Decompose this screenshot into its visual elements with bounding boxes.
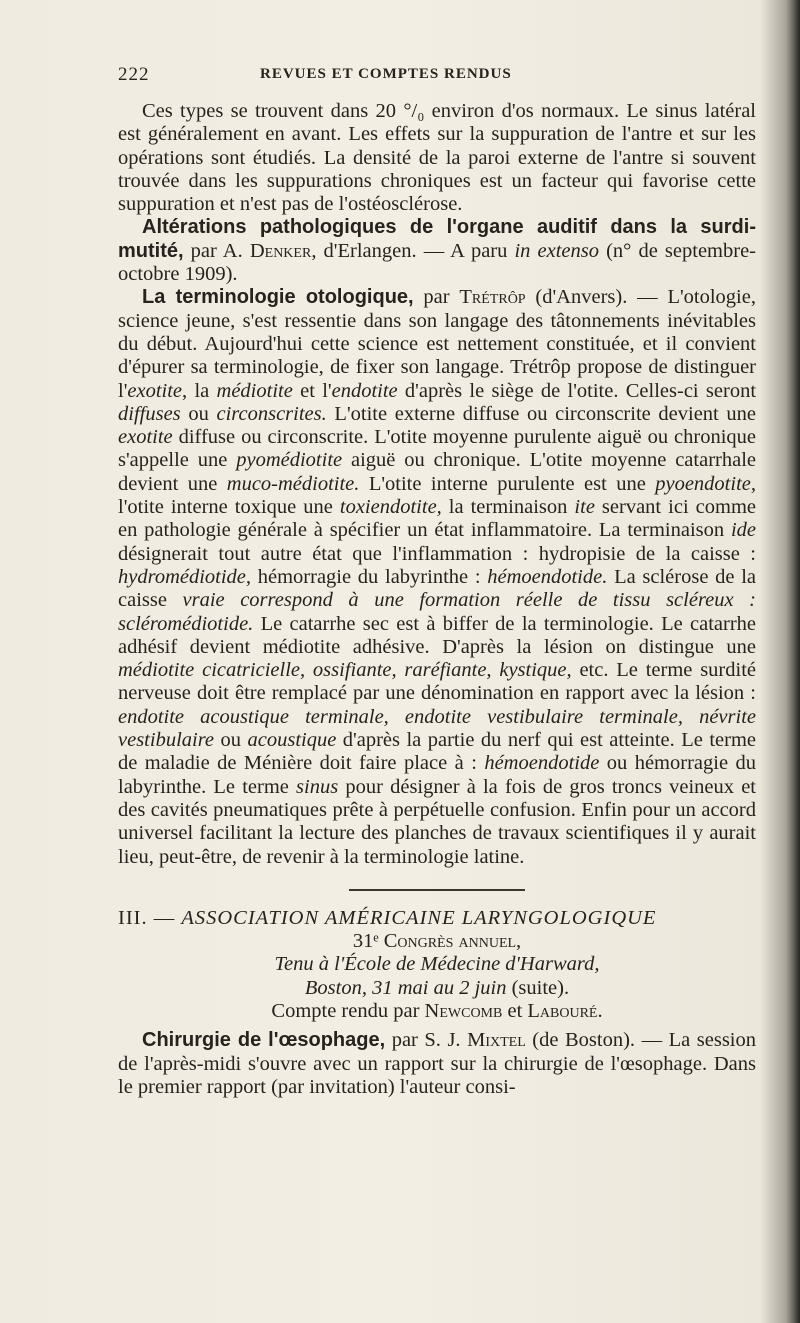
author-name: Newcomb — [424, 999, 503, 1022]
venue-line: Tenu à l'École de Médecine d'Harward, — [274, 953, 600, 976]
page-number: 222 — [118, 64, 150, 85]
running-title: REVUES ET COMPTES RENDUS — [260, 66, 512, 82]
author-name: Mixtel — [467, 1029, 526, 1052]
paragraph-denker: Altérations pathologiques de l'organe auditif dans la surdi-mutité, par A. Denker, d'Erlangen. — A paru in extenso (n° de septembre-octobre 1909). — [118, 216, 756, 286]
section-divider — [349, 889, 525, 891]
author-name: Denker — [249, 239, 312, 262]
author-name: Labouré — [527, 999, 598, 1022]
report-credit: Compte rendu par Newcomb et Labouré. — [271, 999, 603, 1022]
author-name: Trétrôp — [459, 286, 526, 309]
article-heading: Altérations pathologiques de l'organe auditif dans la surdi-mutité, — [118, 216, 756, 262]
dates-line: Boston, 31 mai au 2 juin (suite). — [304, 976, 570, 999]
congress-line: 31ᵉ Congrès annuel, — [352, 930, 522, 953]
running-head — [118, 64, 758, 88]
section-title: III. — ASSOCIATION AMÉRICAINE LARYNGOLOGIQUE — [118, 906, 657, 929]
paragraph-terminologie: La terminologie otologique, par Trétrôp (d'Anvers). — L'otologie, science jeune, s'est ressentie dans son langage des tâtonnements inévitables du début. Aujourd'hui cette science est nettement constituée, et il convient d'épurer sa terminologie, de fixer son langage. Trétrôp propose de distinguer l'exotite, la médiotite et l'endotite d'après le siège de l'otite. Celles-ci seront diffuses ou circonscrites. L'otite externe diffuse ou circonscrite devient une exotite diffuse ou circonscrite. L'otite moyenne purulente aiguë ou chronique s'appelle une pyomédiotite aiguë ou chronique. L'otite moyenne catarrhale devient une muco-médiotite. L'otite interne purulente est une pyoendotite, l'otite interne toxique une toxiendotite, la terminaison ite servant ici comme en pathologie générale à spécifier un état inflammatoire. La terminaison ide désignerait tout autre état que l'inflammation : hydropisie de la caisse : hydromédiotide, hémorragie du labyrinthe : hémoendotide. La sclérose de la caisse vraie correspond à une formation réelle de tissu scléreux : scléromédiotide. Le catarrhe sec est à biffer de la terminologie. Le catarrhe adhésif devient médiotite adhésive. D'après la lésion on distingue une médiotite cicatricielle, ossifiante, raréfiante, kystique, etc. Le terme surdité nerveuse doit être remplacé par une dénomination en rapport avec la lésion : endotite acoustique terminale, endotite vestibulaire terminale, névrite vestibulaire ou acoustique d'après la partie du nerf qui est atteinte. Le terme de maladie de Ménière doit faire place à : hémoendotide ou hémorragie du labyrinthe. Le terme sinus pour désigner à la fois de gros troncs veineux et des cavités pneumatiques prête à perpétuelle confusion. Enfin pour un accord universel facilitant la lecture des planches de travaux scientifiques il y aurait lieu, peut-être, de revenir à la terminologie latine. — [118, 286, 757, 868]
paragraph-sinus-types: Ces types se trouvent dans 20 °/₀ environ d'os normaux. Le sinus latéral est généralement en avant. Les effets sur la suppuration de l'antre et sur les opérations sont étudiés. La densité de la paroi externe de l'antre si souvent trouvée dans les suppurations chroniques est un facteur qui favorise cette suppuration et n'est pas de l'ostéosclérose. — [118, 100, 756, 216]
article-body — [118, 100, 756, 1099]
paragraph-oesophage: Chirurgie de l'œsophage, par S. J. Mixtel (de Boston). — La session de l'après-midi s'ouvre avec un rapport sur la chirurgie de l'œsophage. Dans le premier rapport (par invitation) l'auteur consi- — [118, 1029, 756, 1098]
page-edge-shadow — [786, 0, 800, 1323]
article-heading: La terminologie otologique, — [142, 286, 414, 309]
article-heading: Chirurgie de l'œsophage, — [142, 1029, 386, 1052]
